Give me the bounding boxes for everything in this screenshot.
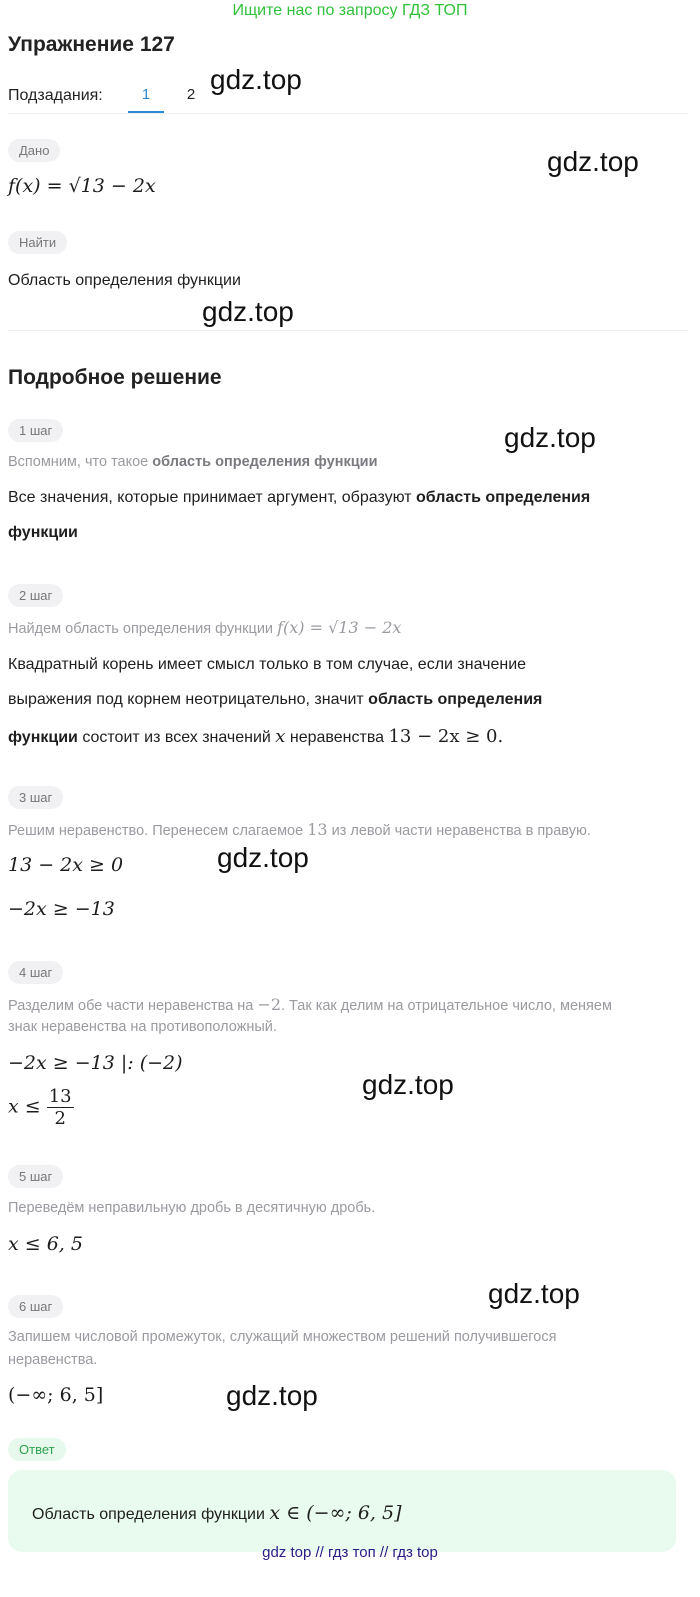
step-2-chip: 2 шаг	[8, 584, 63, 607]
step-6-hint-line-2: неравенства.	[8, 1352, 98, 1368]
watermark: gdz.top	[217, 842, 309, 873]
step-1-body-line-1: Все значения, которые принимает аргумент, образуют область определения	[8, 489, 591, 506]
watermark: gdz.top	[547, 146, 639, 177]
subtasks-label: Подзадания:	[8, 87, 103, 104]
solution-heading: Подробное решение	[8, 366, 222, 389]
divider	[8, 330, 688, 331]
watermark: gdz.top	[504, 422, 596, 453]
watermark: gdz.top	[210, 64, 302, 95]
step-4-hint-line-1: Разделим обе части неравенства на −2. Так как делим на отрицательное число, меняем	[8, 995, 612, 1014]
watermark: gdz.top	[488, 1278, 580, 1309]
step-6-line-1: (−∞; 6, 5]	[8, 1384, 104, 1406]
step-1-body-line-2: функции	[8, 524, 78, 541]
watermark: gdz.top	[362, 1069, 454, 1100]
page-title: Упражнение 127	[8, 33, 175, 56]
step-1-chip: 1 шаг	[8, 419, 63, 442]
find-chip: Найти	[8, 231, 67, 254]
step-1-hint: Вспомним, что такое область определения функции	[8, 454, 378, 470]
step-3-chip: 3 шаг	[8, 786, 63, 809]
step-5-chip: 5 шаг	[8, 1165, 63, 1188]
step-3-hint: Решим неравенство. Перенесем слагаемое 13 из левой части неравенства в правую.	[8, 820, 591, 839]
step-5-hint: Переведём неправильную дробь в десятичную дробь.	[8, 1200, 376, 1216]
given-formula: f(x) = √13 − 2x	[8, 175, 156, 197]
step-5-line-1: x ≤ 6, 5	[8, 1233, 83, 1255]
tab-subtask-2[interactable]: 2	[186, 86, 196, 103]
answer-text: Область определения функции x ∈ (−∞; 6, 5]	[32, 1502, 402, 1524]
step-4-line-2: x ≤ $\frac{13}{2}$	[8, 1086, 72, 1129]
watermark: gdz.top	[202, 296, 294, 327]
step-2-body-line-1: Квадратный корень имеет смысл только в том случае, если значение	[8, 656, 527, 673]
watermark: gdz.top	[226, 1380, 318, 1411]
step-4-hint-line-2: знак неравенства на противоположный.	[8, 1019, 277, 1035]
step-2-hint: Найдем область определения функции f(x) = √13 − 2x	[8, 618, 402, 637]
step-2-body-line-3: функции состоит из всех значений x неравенства 13 − 2x ≥ 0.	[8, 726, 504, 747]
tab-subtask-1[interactable]: 1	[128, 86, 164, 113]
find-text: Область определения функции	[8, 272, 241, 289]
search-banner[interactable]: Ищите нас по запросу ГДЗ ТОП	[232, 2, 468, 19]
answer-chip: Ответ	[8, 1438, 66, 1461]
given-chip: Дано	[8, 139, 60, 162]
step-3-line-1: 13 − 2x ≥ 0	[8, 854, 124, 876]
divider	[8, 113, 688, 114]
step-3-line-2: −2x ≥ −13	[8, 898, 115, 920]
step-4-chip: 4 шаг	[8, 961, 63, 984]
step-6-chip: 6 шаг	[8, 1295, 63, 1318]
step-6-hint-line-1: Запишем числовой промежуток, служащий множеством решений получившегося	[8, 1329, 557, 1345]
step-2-body-line-2: выражения под корнем неотрицательно, значит область определения	[8, 691, 543, 708]
fraction: $\frac{13}{2}$	[48, 1086, 72, 1129]
step-4-line-1: −2x ≥ −13 |: (−2)	[8, 1052, 183, 1074]
footer-links[interactable]: gdz top // гдз топ // гдз top	[262, 1544, 438, 1561]
